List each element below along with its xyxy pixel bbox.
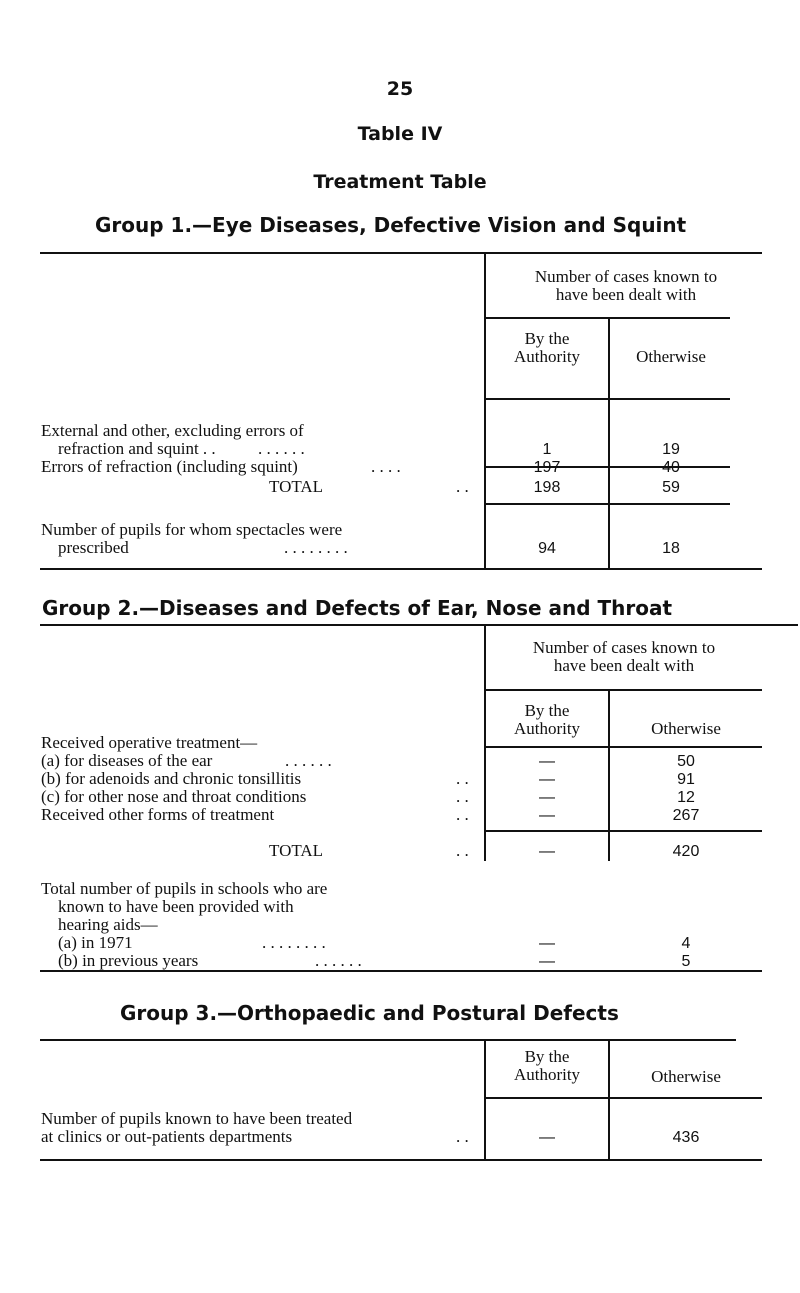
- group2-hearing-row2-dots: . . . . . .: [315, 951, 362, 970]
- group1-spectacles-authority: 94: [538, 540, 556, 557]
- group2-top-rule: [40, 624, 798, 626]
- page-number: 25: [386, 78, 414, 100]
- group1-row2-dots: . . . .: [371, 457, 401, 476]
- group1-col-authority-2: Authority: [513, 347, 581, 366]
- group2-hearing-row2-otherwise: 5: [681, 953, 691, 970]
- group2-row1-label: (a) for diseases of the ear: [41, 751, 213, 770]
- group1-row2-otherwise: 40: [662, 459, 680, 476]
- group3-bottom-rule: [40, 1159, 762, 1161]
- group1-heading: Group 1.—Eye Diseases, Defective Vision and Squint: [95, 213, 687, 237]
- group2-header-rule: [486, 689, 762, 691]
- group3-col-authority-1: By the: [524, 1047, 570, 1066]
- group3-row-authority: —: [539, 1129, 555, 1146]
- group2-operative-label: Received operative treatment—: [41, 733, 258, 752]
- group2-body-rule: [486, 746, 762, 748]
- group2-row2-dots: . .: [456, 769, 469, 788]
- group1-spectacles-label-1: Number of pupils for whom spectacles were: [41, 520, 343, 539]
- group2-row4-dots: . .: [456, 805, 469, 824]
- group2-header-main-1: Number of cases known to: [532, 638, 716, 657]
- group1-row1-label-2: refraction and squint . .: [58, 439, 216, 458]
- group3-row-label-2: at clinics or out-patients departments: [41, 1127, 293, 1146]
- group2-hearing-label-1: Total number of pupils in schools who are: [41, 879, 328, 898]
- group1-total-rule-bottom: [486, 503, 730, 505]
- group3-top-rule: [40, 1039, 736, 1041]
- group1-total-label: TOTAL: [269, 477, 324, 496]
- group3-row-otherwise: 436: [672, 1129, 700, 1146]
- group1-row1-otherwise: 19: [662, 441, 680, 458]
- group2-row1-otherwise: 50: [677, 753, 695, 770]
- group2-row4-authority: —: [539, 807, 555, 824]
- table-subtitle: Treatment Table: [313, 171, 487, 193]
- group1-row1-label-1: External and other, excluding errors of: [41, 421, 304, 440]
- group1-header-rule: [486, 317, 730, 319]
- group1-top-rule: [40, 252, 762, 254]
- group1-total-otherwise: 59: [662, 479, 680, 496]
- group2-total-authority: —: [539, 843, 555, 860]
- group1-col-authority-1: By the: [524, 329, 570, 348]
- group2-col-authority-1: By the: [524, 701, 570, 720]
- group1-spectacles-otherwise: 18: [662, 540, 680, 557]
- group2-hearing-row2-authority: —: [539, 953, 555, 970]
- table-title: Table IV: [357, 123, 443, 145]
- group2-row3-authority: —: [539, 789, 555, 806]
- group1-spectacles-dots: . . . . . . . .: [284, 538, 348, 557]
- group2-hearing-row1-otherwise: 4: [681, 935, 691, 952]
- group3-row-dots: . .: [456, 1127, 469, 1146]
- group2-row3-dots: . .: [456, 787, 469, 806]
- group2-row3-label: (c) for other nose and throat conditions: [41, 787, 307, 806]
- group1-bottom-rule: [40, 568, 762, 570]
- group2-total-otherwise: 420: [672, 843, 700, 860]
- group1-header-main-1: Number of cases known to: [534, 267, 718, 286]
- group1-body-rule: [486, 398, 730, 400]
- group2-row4-otherwise: 267: [672, 807, 700, 824]
- group2-total-label: TOTAL: [269, 841, 324, 860]
- group1-spectacles-label-2: prescribed: [58, 538, 129, 557]
- group2-hearing-label-3: hearing aids—: [58, 915, 158, 934]
- group2-row1-authority: —: [539, 753, 555, 770]
- group2-hearing-label-2: known to have been provided with: [58, 897, 294, 916]
- group2-hearing-row2-label: (b) in previous years: [58, 951, 199, 970]
- group2-col-otherwise: Otherwise: [651, 719, 721, 738]
- group2-heading: Group 2.—Diseases and Defects of Ear, Nose and Throat: [42, 596, 673, 620]
- group1-row2-authority: 197: [533, 459, 561, 476]
- group2-total-dots: . .: [456, 841, 469, 860]
- group2-hearing-row1-authority: —: [539, 935, 555, 952]
- group2-row2-authority: —: [539, 771, 555, 788]
- group3-header-rule: [486, 1097, 762, 1099]
- group2-hearing-row1-dots: . . . . . . . .: [262, 933, 326, 952]
- group2-hearing-row1-label: (a) in 1971: [58, 933, 133, 952]
- group2-row3-otherwise: 12: [677, 789, 695, 806]
- group1-total-dots: . .: [456, 477, 469, 496]
- group2-total-rule: [486, 830, 762, 832]
- group2-row1-dots: . . . . . .: [285, 751, 332, 770]
- group3-col-authority-2: Authority: [513, 1065, 581, 1084]
- group3-row-label-1: Number of pupils known to have been treated: [41, 1109, 353, 1128]
- group1-col-otherwise: Otherwise: [636, 347, 706, 366]
- group3-col-otherwise: Otherwise: [651, 1067, 721, 1086]
- group2-row4-label: Received other forms of treatment: [41, 805, 275, 824]
- group2-row2-otherwise: 91: [677, 771, 695, 788]
- group2-row2-label: (b) for adenoids and chronic tonsillitis: [41, 769, 302, 788]
- group1-row2-label: Errors of refraction (including squint): [41, 457, 298, 476]
- group3-heading: Group 3.—Orthopaedic and Postural Defects: [120, 1001, 619, 1025]
- group1-row1-authority: 1: [542, 441, 552, 458]
- group2-header-main-2: have been dealt with: [553, 656, 695, 675]
- group2-col-authority-2: Authority: [513, 719, 581, 738]
- group1-total-authority: 198: [533, 479, 561, 496]
- group1-header-main-2: have been dealt with: [555, 285, 697, 304]
- group1-row1-dots: . . . . . .: [258, 439, 305, 458]
